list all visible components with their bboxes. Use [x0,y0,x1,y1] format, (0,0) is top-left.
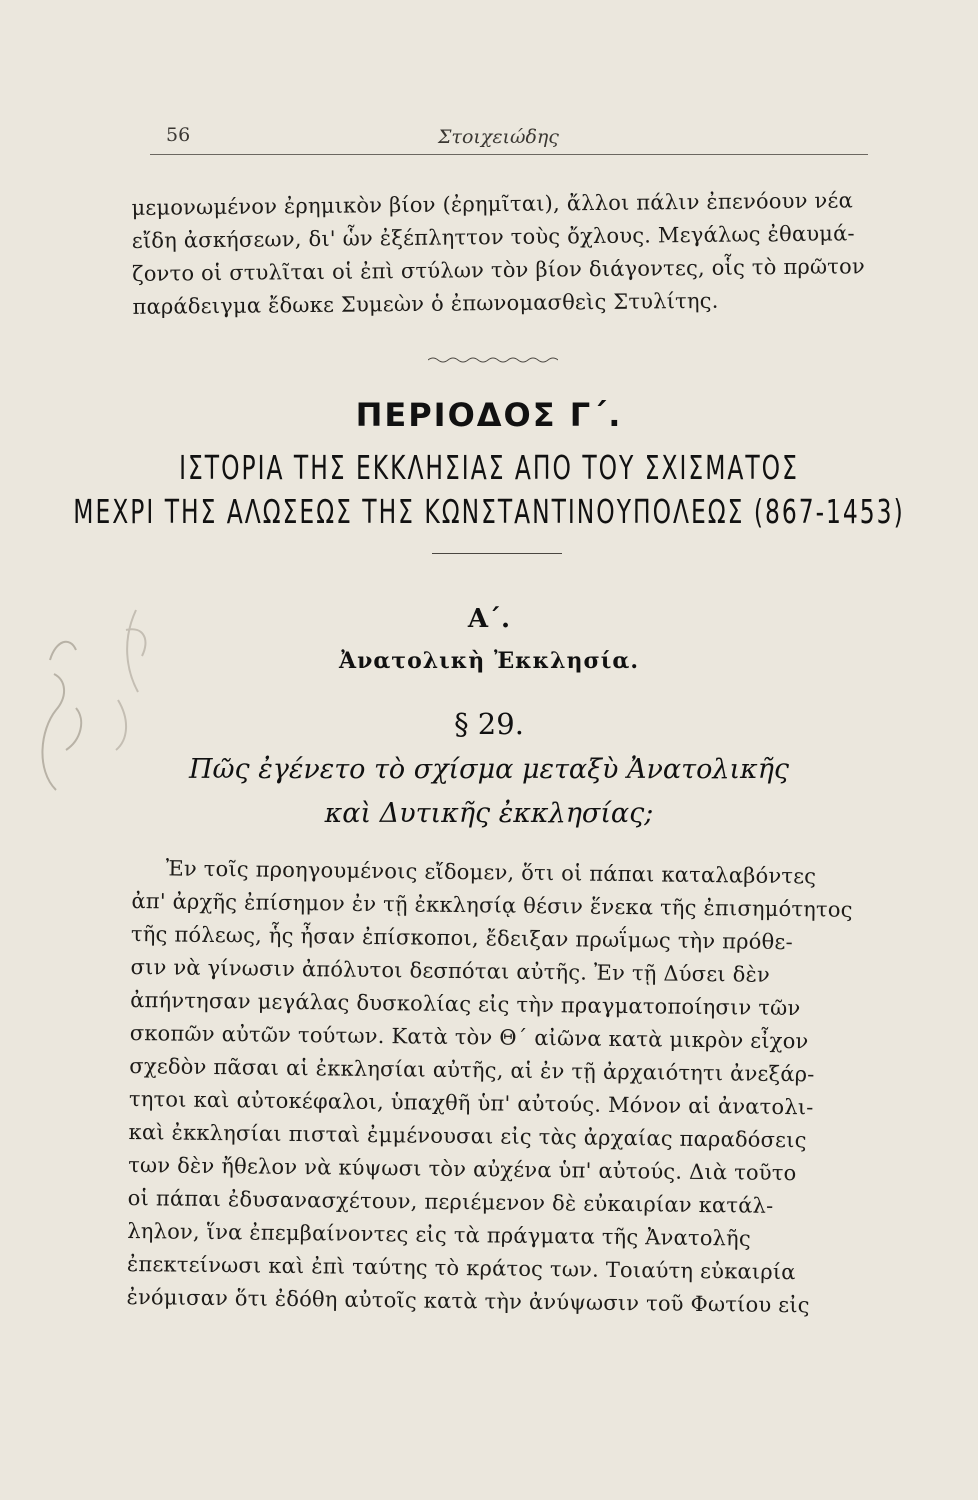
handwritten-margin-note [26,600,156,810]
text-line: τῆς πόλεως, ἧς ἦσαν ἐπίσκοποι, ἔδειξαν πρωΐμως τὴν πρόθε- [130,921,793,955]
header-rule [150,154,868,155]
running-head: Στοιχειώδης [438,126,559,148]
question-title-line-1: Πῶς ἐγένετο τὸ σχίσμα μεταξὺ Ἀνατολικῆς [188,754,790,785]
period-title: ΠΕΡΙΟΔΟΣ Γ΄. [355,396,623,434]
intro-paragraph [131,184,872,324]
text-line: καὶ ἐκκλησίαι πισταὶ ἐμμένουσαι εἰς τὰς ἀρχαίας παραδόσεις [128,1119,807,1153]
subsection-heading: Ἀνατολικὴ Ἐκκλησία. [339,648,639,674]
text-line: Ἐν τοῖς προηγουμένοις εἴδομεν, ὅτι οἱ πάπαι καταλαβόντες [165,856,817,889]
text-line: ἀπ' ἀρχῆς ἐπίσημον ἐν τῇ ἐκκλησίᾳ θέσιν ἕνεκα τῆς ἐπισημότητος [131,888,853,922]
page-header [150,124,868,154]
text-line: ἐνόμισαν ὅτι ἐδόθη αὐτοῖς κατὰ τὴν ἀνύψωσιν τοῦ Φωτίου εἰς [126,1284,810,1318]
paragraph-mark: § 29. [454,707,524,741]
subsection-letter: Α΄. [467,604,511,634]
text-line: εἴδη ἀσκήσεων, δι' ὧν ἐξέπληττον τοὺς ὄχλους. Μεγάλως ἐθαυμά- [131,221,855,253]
body-paragraph [126,852,878,1323]
section-rule [432,553,562,554]
text-line: οἱ πάπαι ἐδυσανασχέτουν, περιέμενον δὲ εὐκαιρίαν κατάλ- [127,1185,774,1218]
text-line: ἀπήντησαν μεγάλας δυσκολίας εἰς τὴν πραγματοποίησιν τῶν [130,987,801,1021]
text-line: σχεδὸν πᾶσαι αἱ ἐκκλησίαι αὐτῆς, αἱ ἐν τῇ ἀρχαιότητι ἀνεξάρ- [129,1053,815,1087]
text-line: σιν νὰ γίνωσιν ἀπόλυτοι δεσπόται αὐτῆς. Ἐν τῇ Δύσει δὲν [130,954,771,987]
text-line: παράδειγμα ἔδωκε Συμεὼν ὁ ἐπωνομασθεὶς Στυλίτης. [132,288,719,319]
text-line: τητοι καὶ αὐτοκέφαλοι, ὑπαχθῆ ὑπ' αὐτούς. Μόνον αἱ ἀνατολι- [128,1086,814,1120]
text-line: μεμονωμένον ἐρημικὸν βίον (ἐρημῖται), ἄλλοι πάλιν ἐπενόουν νέα [131,188,854,220]
section-title-line-1: ΙΣΤΟΡΙΑ ΤΗΣ ΕΚΚΛΗΣΙΑΣ ΑΠΟ ΤΟΥ ΣΧΙΣΜΑΤΟΣ [179,450,799,488]
text-line: ἐπεκτείνωσι καὶ ἐπὶ ταύτης τὸ κράτος των. Τοιαύτη εὐκαιρία [126,1251,796,1285]
page-number: 56 [166,124,191,146]
section-title-line-2: ΜΕΧΡΙ ΤΗΣ ΑΛΩΣΕΩΣ ΤΗΣ ΚΩΝΣΤΑΝΤΙΝΟΥΠΟΛΕΩΣ (867-1453) [73,494,905,532]
text-line: ληλον, ἵνα ἐπεμβαίνοντες εἰς τὰ πράγματα τῆς Ἀνατολῆς [127,1218,752,1251]
text-line: σκοπῶν αὐτῶν τούτων. Κατὰ τὸν Θ΄ αἰῶνα κατὰ μικρὸν εἶχον [129,1020,809,1054]
text-line: των δὲν ἤθελον νὰ κύψωσι τὸν αὐχένα ὑπ' αὐτούς. Διὰ τοῦτο [128,1152,797,1186]
ornamental-rule [428,356,558,364]
text-line: ζοντο οἱ στυλῖται οἱ ἐπὶ στύλων τὸν βίον διάγοντες, οἷς τὸ πρῶτον [132,254,865,286]
question-title-line-2: καὶ Δυτικῆς ἐκκλησίας; [324,798,654,829]
